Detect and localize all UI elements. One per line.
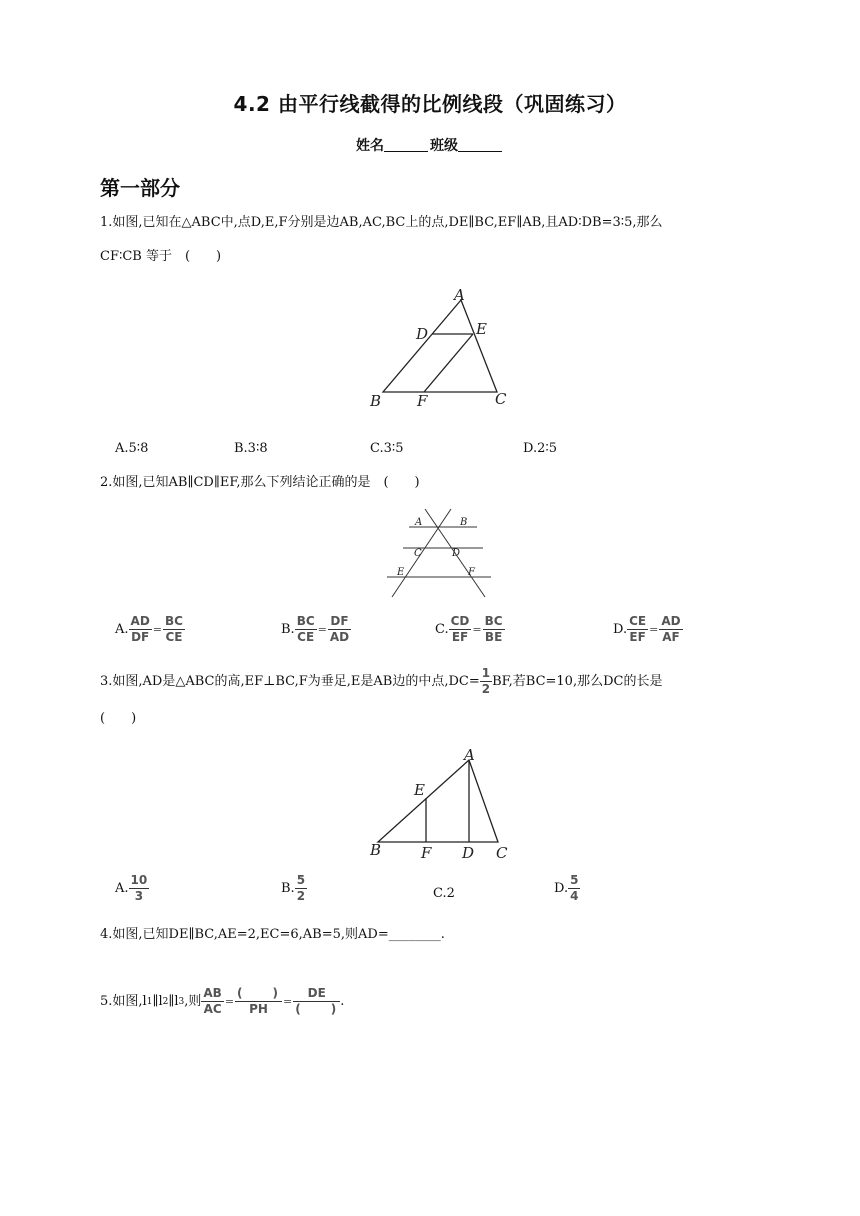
fraction: $\frac{5}{2}$: [296, 873, 306, 903]
fraction-ab-ac: $\frac{AB}{AC}$: [203, 986, 222, 1016]
segment-ef: [424, 334, 473, 392]
q5-text: 5.如图,l 1 ∥l 2 ∥l 3 ,则 $\frac{AB}{AC}$ = $\frac{( )}{PH}$ = $\frac{DE}{( )}$ .: [100, 986, 345, 1016]
q1-option-a[interactable]: A.5∶8: [115, 441, 149, 456]
label-f: F: [417, 392, 428, 410]
fraction-de-blank[interactable]: $\frac{DE}{( )}$: [295, 986, 339, 1016]
q1-option-d[interactable]: D.2∶5: [523, 441, 558, 456]
q2-text: 2.如图,已知AB∥CD∥EF,那么下列结论正确的是 ( ): [100, 475, 420, 490]
class-label: 班级: [430, 138, 458, 154]
fraction-blank-ph[interactable]: $\frac{( )}{PH}$: [237, 986, 281, 1016]
label-b: B: [370, 841, 382, 859]
page-title: 4.2 由平行线截得的比例线段（巩固练习）: [233, 92, 627, 116]
q4-text: 4.如图,已知DE∥BC,AE=2,EC=6,AB=5,则AD=________.: [100, 927, 445, 942]
label-f: F: [468, 567, 475, 578]
name-label: 姓名: [356, 138, 384, 154]
label-d: D: [462, 844, 475, 862]
equals-sign: =: [472, 623, 482, 636]
name-class-row: [0, 135, 860, 155]
fraction: $\frac{5}{4}$: [570, 873, 579, 903]
q3-text: 3.如图,AD是△ABC的高,EF⊥BC,F为垂足,E是AB边的中点,DC= $\frac{1}{2}$ BF,若BC=10,那么DC的长是: [100, 666, 663, 696]
fraction-2: $\frac{DF}{AD}$: [329, 614, 350, 644]
fraction-1: $\frac{AD}{DF}$: [130, 614, 150, 644]
fraction-1: $\frac{CD}{EF}$: [450, 614, 470, 644]
fraction-1: $\frac{CE}{EF}$: [629, 614, 647, 644]
triangle-abc: [383, 300, 497, 392]
q3-option-d[interactable]: [554, 873, 580, 904]
label-a: A: [464, 746, 475, 764]
equals-sign: =: [317, 623, 327, 636]
option-letter: B.: [281, 881, 295, 896]
q3-line2: ( ): [100, 711, 137, 726]
label-b: B: [460, 517, 468, 528]
label-c: C: [414, 548, 422, 559]
q1-line1: 1.如图,已知在△ABC中,点D,E,F分别是边AB,AC,BC上的点,DE∥BC,EF∥AB,且AD∶DB=3∶5,那么: [100, 215, 663, 230]
label-c: C: [496, 844, 508, 862]
option-letter: C.: [435, 622, 449, 637]
q2-option-c[interactable]: [435, 614, 505, 645]
triangle-abc: [378, 760, 498, 842]
q3-option-b[interactable]: [281, 873, 307, 904]
q3-option-a[interactable]: [115, 873, 149, 904]
q1-triangle-figure: [360, 282, 520, 412]
q1-line2: CF∶CB 等于 ( ): [100, 249, 222, 264]
section-heading: 第一部分: [100, 176, 180, 200]
option-letter: A.: [115, 881, 129, 896]
equals-sign: =: [152, 623, 162, 636]
label-c: C: [495, 390, 507, 408]
label-e: E: [397, 567, 405, 578]
q1-option-b[interactable]: B.3∶8: [234, 441, 268, 456]
fraction-2: $\frac{AD}{AF}$: [661, 614, 681, 644]
fraction-2: $\frac{BC}{BE}$: [484, 614, 503, 644]
equals-sign: =: [649, 623, 659, 636]
label-a: A: [454, 286, 465, 304]
label-a: A: [415, 517, 423, 528]
label-d: D: [416, 325, 429, 343]
fraction-2: $\frac{BC}{CE}$: [165, 614, 183, 644]
label-e: E: [414, 781, 425, 799]
option-letter: D.: [554, 881, 569, 896]
q1-option-c[interactable]: C.3∶5: [370, 441, 404, 456]
option-letter: A.: [115, 622, 129, 637]
option-letter: D.: [613, 622, 628, 637]
label-e: E: [476, 320, 487, 338]
fraction: $\frac{10}{3}$: [130, 873, 148, 903]
option-letter: B.: [281, 622, 295, 637]
label-f: F: [421, 844, 432, 862]
label-d: D: [452, 548, 461, 559]
class-blank[interactable]: [458, 151, 502, 152]
fraction-1: $\frac{BC}{CE}$: [296, 614, 315, 644]
q2-option-a[interactable]: [115, 614, 185, 645]
name-blank[interactable]: [384, 151, 428, 152]
fraction-one-half: $\frac{1}{2}$: [481, 666, 491, 696]
q2-parallel-lines-figure: [385, 505, 495, 600]
label-b: B: [370, 392, 382, 410]
q2-option-d[interactable]: [613, 614, 683, 645]
q2-option-b[interactable]: [281, 614, 351, 645]
q3-option-c[interactable]: C.2: [433, 886, 455, 901]
q3-triangle-figure: [362, 740, 522, 865]
